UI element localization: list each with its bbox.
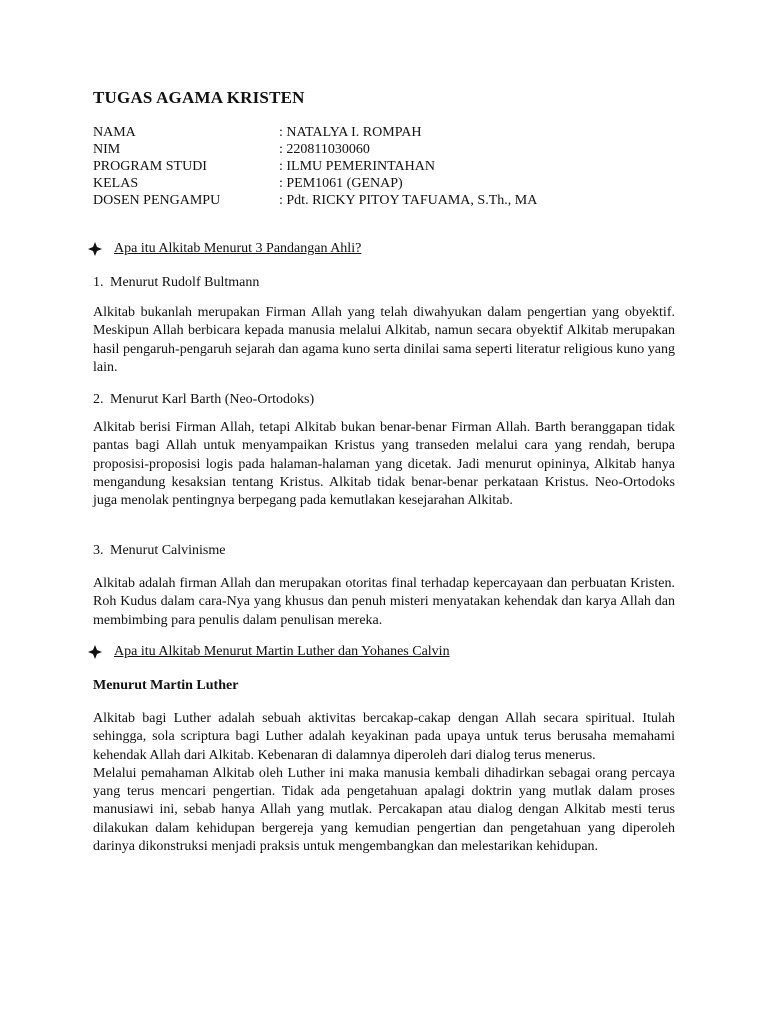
paragraph-text: Alkitab adalah firman Allah dan merupakan otoritas final terhadap kepercayaan dan perbuatan Kristen. Roh Kudus dalam cara-Nya yang khusus dan penuh misteri menyatakan kehendak dan karya Allah dan membimbing para penulis dalam penulisan mereka. xyxy=(93,576,675,628)
info-label: NIM xyxy=(93,142,121,157)
section1-heading-text: Apa itu Alkitab Menurut 3 Pandangan Ahli? xyxy=(114,241,362,256)
paragraph-text: Alkitab bagi Luther adalah sebuah aktivitas bercakap-cakap dengan Allah secara spiritual. Itulah sehingga, sola scriptura bagi Luther adalah keyakinan pada upaya untuk terus berusaha memahami kehendak Allah dari Alkitab. Kebenaran di dalamnya diperoleh dari dialog terus menerus. xyxy=(93,711,675,763)
paragraph-text: Melalui pemahaman Alkitab oleh Luther ini maka manusia kembali dihadirkan sebagai orang percaya yang terus mencari pengertian. Tidak ada pengetahuan apalagi doktrin yang mutlak dalam proses manusiawi ini, sebab hanya Allah yang mutlak. Percakapan atau dialog dengan Alkitab mesti terus dilakukan dalam kehidupan bergereja yang kemudian pengertian dan pengetahuan yang diperoleh darinya dikonstruksi menjadi praksis untuk mengembangkan dan melestarikan kehidupan. xyxy=(93,765,675,855)
section2-heading-text: Apa itu Alkitab Menurut Martin Luther dan Yohanes Calvin xyxy=(114,644,450,659)
paragraph-text: Alkitab bukanlah merupakan Firman Allah yang telah diwahyukan dalam pengertian yang obyektif. Meskipun Allah berbicara kepada manusia melalui Alkitab, namun secara obyektif Alkitab merupakan hasil pengaruh-pengaruh sejarah dan agama kuno serta dinilai sama seperti literatur religious kuno yang lain. xyxy=(93,305,675,375)
info-row-nama xyxy=(93,124,537,141)
item-title-text: Menurut Calvinisme xyxy=(110,543,226,558)
info-value: : PEM1061 (GENAP) xyxy=(279,176,403,191)
section2-subheading: Menurut Martin Luther xyxy=(93,678,239,693)
diamond-bullet-icon xyxy=(88,645,102,659)
info-value: : NATALYA I. ROMPAH xyxy=(279,125,422,140)
section1-heading xyxy=(88,241,361,257)
item1-paragraph xyxy=(93,304,675,377)
info-value: : 220811030060 xyxy=(279,142,370,157)
item-number: 3. xyxy=(93,543,104,558)
item1-title xyxy=(93,275,259,291)
item3-title xyxy=(93,543,226,559)
student-info xyxy=(93,124,537,209)
item2-paragraph xyxy=(93,419,675,510)
info-label: DOSEN PENGAMPU xyxy=(93,193,221,208)
section2-heading xyxy=(88,644,450,660)
item-number: 2. xyxy=(93,392,104,407)
info-label: NAMA xyxy=(93,125,136,140)
item-title-text: Menurut Rudolf Bultmann xyxy=(110,275,260,290)
info-row-kelas xyxy=(93,175,537,192)
item2-title xyxy=(93,392,314,408)
item-title-text: Menurut Karl Barth (Neo-Ortodoks) xyxy=(110,392,315,407)
luther-paragraphs xyxy=(93,710,675,856)
item-number: 1. xyxy=(93,275,104,290)
info-label: KELAS xyxy=(93,176,139,191)
document-title: TUGAS AGAMA KRISTEN xyxy=(93,88,305,107)
paragraph-text: Alkitab berisi Firman Allah, tetapi Alkitab bukan benar-benar Firman Allah. Barth beranggapan tidak pantas bagi Allah untuk menyampaikan Kristus yang transeden melalui cara yang rendah, berupa proposisi-proposisi logis pada halaman-halaman yang dicetak. Jadi menurut opininya, Alkitab hanya mengandung kesaksian tentang Kristus. Alkitab tidak benar-benar perkataan Kristus. Neo-Ortodoks juga menolak pentingnya berpegang pada kemutlakan kesejarahan Alkitab. xyxy=(93,420,675,509)
info-value: : Pdt. RICKY PITOY TAFUAMA, S.Th., MA xyxy=(279,193,538,208)
info-row-program-studi xyxy=(93,158,537,175)
info-value: : ILMU PEMERINTAHAN xyxy=(279,159,435,174)
diamond-bullet-icon xyxy=(88,242,102,256)
info-row-dosen xyxy=(93,192,537,209)
item3-paragraph xyxy=(93,575,675,630)
info-row-nim xyxy=(93,141,537,158)
info-label: PROGRAM STUDI xyxy=(93,159,207,174)
